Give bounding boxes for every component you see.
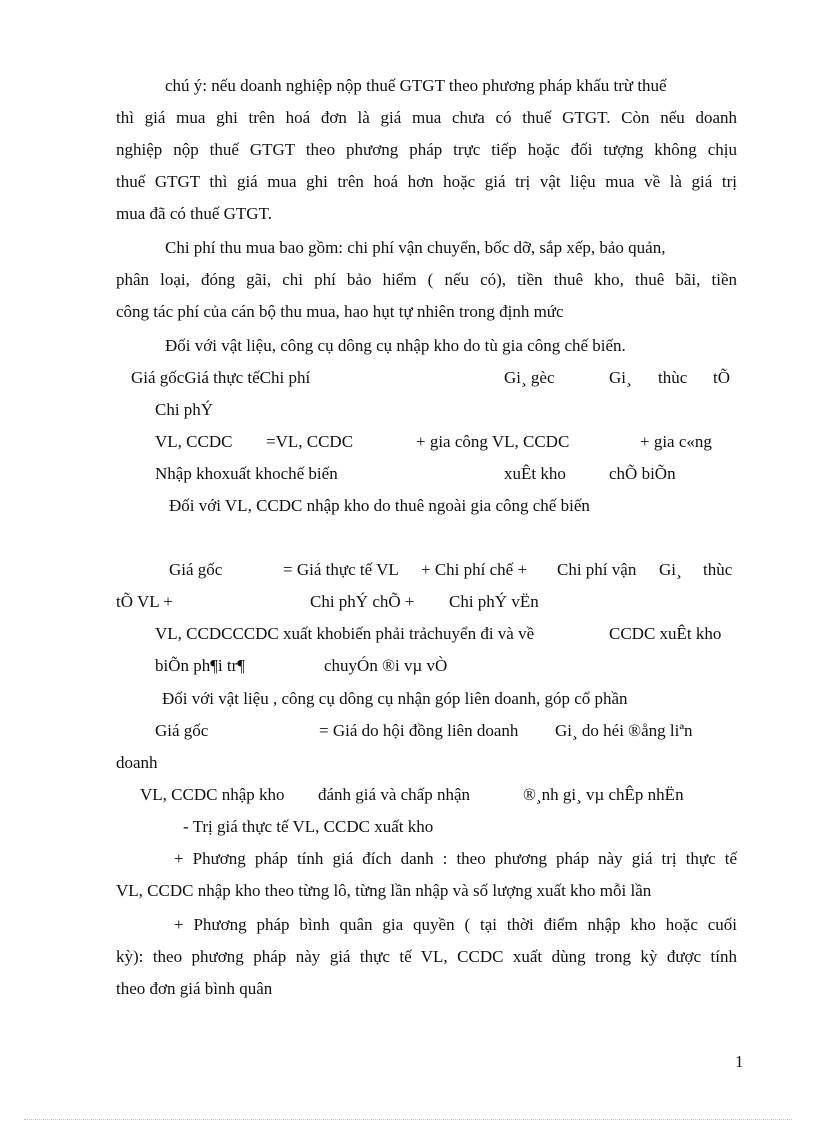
- formula-3-row-3-c: ®¸nh gi¸ vµ chÊp nhËn: [523, 785, 684, 804]
- page-number: 1: [735, 1052, 744, 1071]
- formula-3-row-3-b: đánh giá và chấp nhận: [318, 785, 470, 804]
- page-bottom-divider: [24, 1119, 792, 1120]
- formula-2-row-4-b: chuyÓn ®i vµ vÒ: [324, 656, 448, 675]
- formula-1-row-3-c: + gia công VL, CCDC: [416, 432, 570, 451]
- paragraph-2-line-3: công tác phí của cán bộ thu mua, hao hụt tự nhiên trong định mức: [116, 302, 564, 321]
- formula-2-row-3-a: VL, CCDCCCDC xuất khobiến phải trảchuyển đi và về: [155, 624, 535, 643]
- formula-3-row-3-a: VL, CCDC nhập kho: [140, 785, 285, 804]
- paragraph-8-line-1: + Phương pháp bình quân gia quyền ( tại thời điểm nhập kho hoặc cuối: [174, 915, 737, 934]
- formula-1-row-3-d: + gia c«ng: [640, 432, 712, 451]
- paragraph-2-line-2: phân loại, đóng gãi, chi phí bảo hiểm ( nếu có), tiền thuê kho, thuê bãi, tiền: [116, 270, 737, 289]
- paragraph-1-line-4: thuế GTGT thì giá mua ghi trên hoá hơn hoặc giá trị vật liệu mua về là giá trị: [116, 172, 737, 191]
- section-heading-joint-venture: Đối với vật liệu , công cụ dông cụ nhận góp liên doanh, góp cổ phần: [162, 689, 628, 708]
- paragraph-2-line-1: Chi phí thu mua bao gồm: chi phí vận chuyển, bốc dỡ, sắp xếp, bảo quản,: [165, 238, 666, 257]
- formula-1-row-4-a: Nhập khoxuất khochế biến: [155, 464, 338, 483]
- formula-2-row-1-c: + Chi phí chế +: [421, 560, 528, 579]
- paragraph-1-line-2: thì giá mua ghi trên hoá đơn là giá mua chưa có thuế GTGT. Còn nếu doanh: [116, 108, 737, 127]
- formula-2-row-1-a: Giá gốc: [169, 560, 223, 579]
- formula-1-row-1-garbled-c: thùc: [658, 368, 688, 387]
- paragraph-1-line-3: nghiệp nộp thuế GTGT theo phương pháp trực tiếp hoặc đối tượng không chịu: [116, 140, 737, 159]
- formula-3-row-1-c: Gi¸ do héi ®ång liªn: [555, 721, 693, 740]
- paragraph-7-line-1: + Phương pháp tính giá đích danh : theo phương pháp này giá trị thực tế: [174, 849, 737, 868]
- formula-3-row-2: doanh: [116, 753, 158, 772]
- formula-2-row-2-c: Chi phÝ vËn: [449, 592, 539, 611]
- formula-1-row-1-garbled-b: Gi¸: [609, 368, 632, 387]
- formula-1-row-3-a: VL, CCDC: [155, 432, 233, 451]
- formula-2-row-1-f: thùc: [703, 560, 733, 579]
- formula-2-row-2-b: Chi phÝ chÕ +: [310, 592, 415, 611]
- paragraph-1-line-1: chú ý: nếu doanh nghiệp nộp thuế GTGT theo phương pháp khấu trừ thuế: [165, 76, 667, 95]
- formula-1-row-2: Chi phÝ: [155, 400, 214, 419]
- paragraph-1-line-5: mua đã có thuế GTGT.: [116, 204, 272, 223]
- formula-2-row-3-b: CCDC xuÊt kho: [609, 624, 722, 643]
- paragraph-7-line-2: VL, CCDC nhập kho theo từng lô, từng lần nhập và số lượng xuất kho mỗi lần: [116, 881, 652, 900]
- section-heading-self-processing: Đối với vật liệu, công cụ dông cụ nhập kho do tù gia công chế biến.: [165, 336, 626, 355]
- formula-1-row-1-garbled-a: Gi¸ gèc: [504, 368, 555, 387]
- formula-1-row-1-label: Giá gốcGiá thực tếChi phí: [131, 368, 311, 387]
- formula-2-row-1-e: Gi¸: [659, 560, 682, 579]
- formula-1-row-4-c: chÕ biÕn: [609, 464, 676, 483]
- formula-3-row-1-b: = Giá do hội đồng liên doanh: [319, 721, 519, 740]
- formula-3-row-1-a: Giá gốc: [155, 721, 209, 740]
- section-heading-issued-value: - Trị giá thực tế VL, CCDC xuất kho: [183, 817, 434, 836]
- formula-2-row-4-a: biÕn ph¶i tr¶: [155, 656, 246, 675]
- formula-2-row-1-d: Chi phí vận: [557, 560, 637, 579]
- formula-1-row-1-garbled-d: tÕ: [713, 368, 730, 387]
- section-heading-outsourced-processing: Đối với VL, CCDC nhập kho do thuê ngoài gia công chế biến: [169, 496, 590, 515]
- formula-1-row-3-b: =VL, CCDC: [266, 432, 354, 451]
- formula-1-row-4-b: xuÊt kho: [504, 464, 566, 483]
- formula-2-row-2-a: tÕ VL +: [116, 592, 173, 611]
- paragraph-8-line-3: theo đơn giá bình quân: [116, 979, 273, 998]
- paragraph-8-line-2: kỳ): theo phương pháp này giá thực tế VL, CCDC xuất dùng trong kỳ được tính: [116, 947, 737, 966]
- formula-2-row-1-b: = Giá thực tế VL: [283, 560, 399, 579]
